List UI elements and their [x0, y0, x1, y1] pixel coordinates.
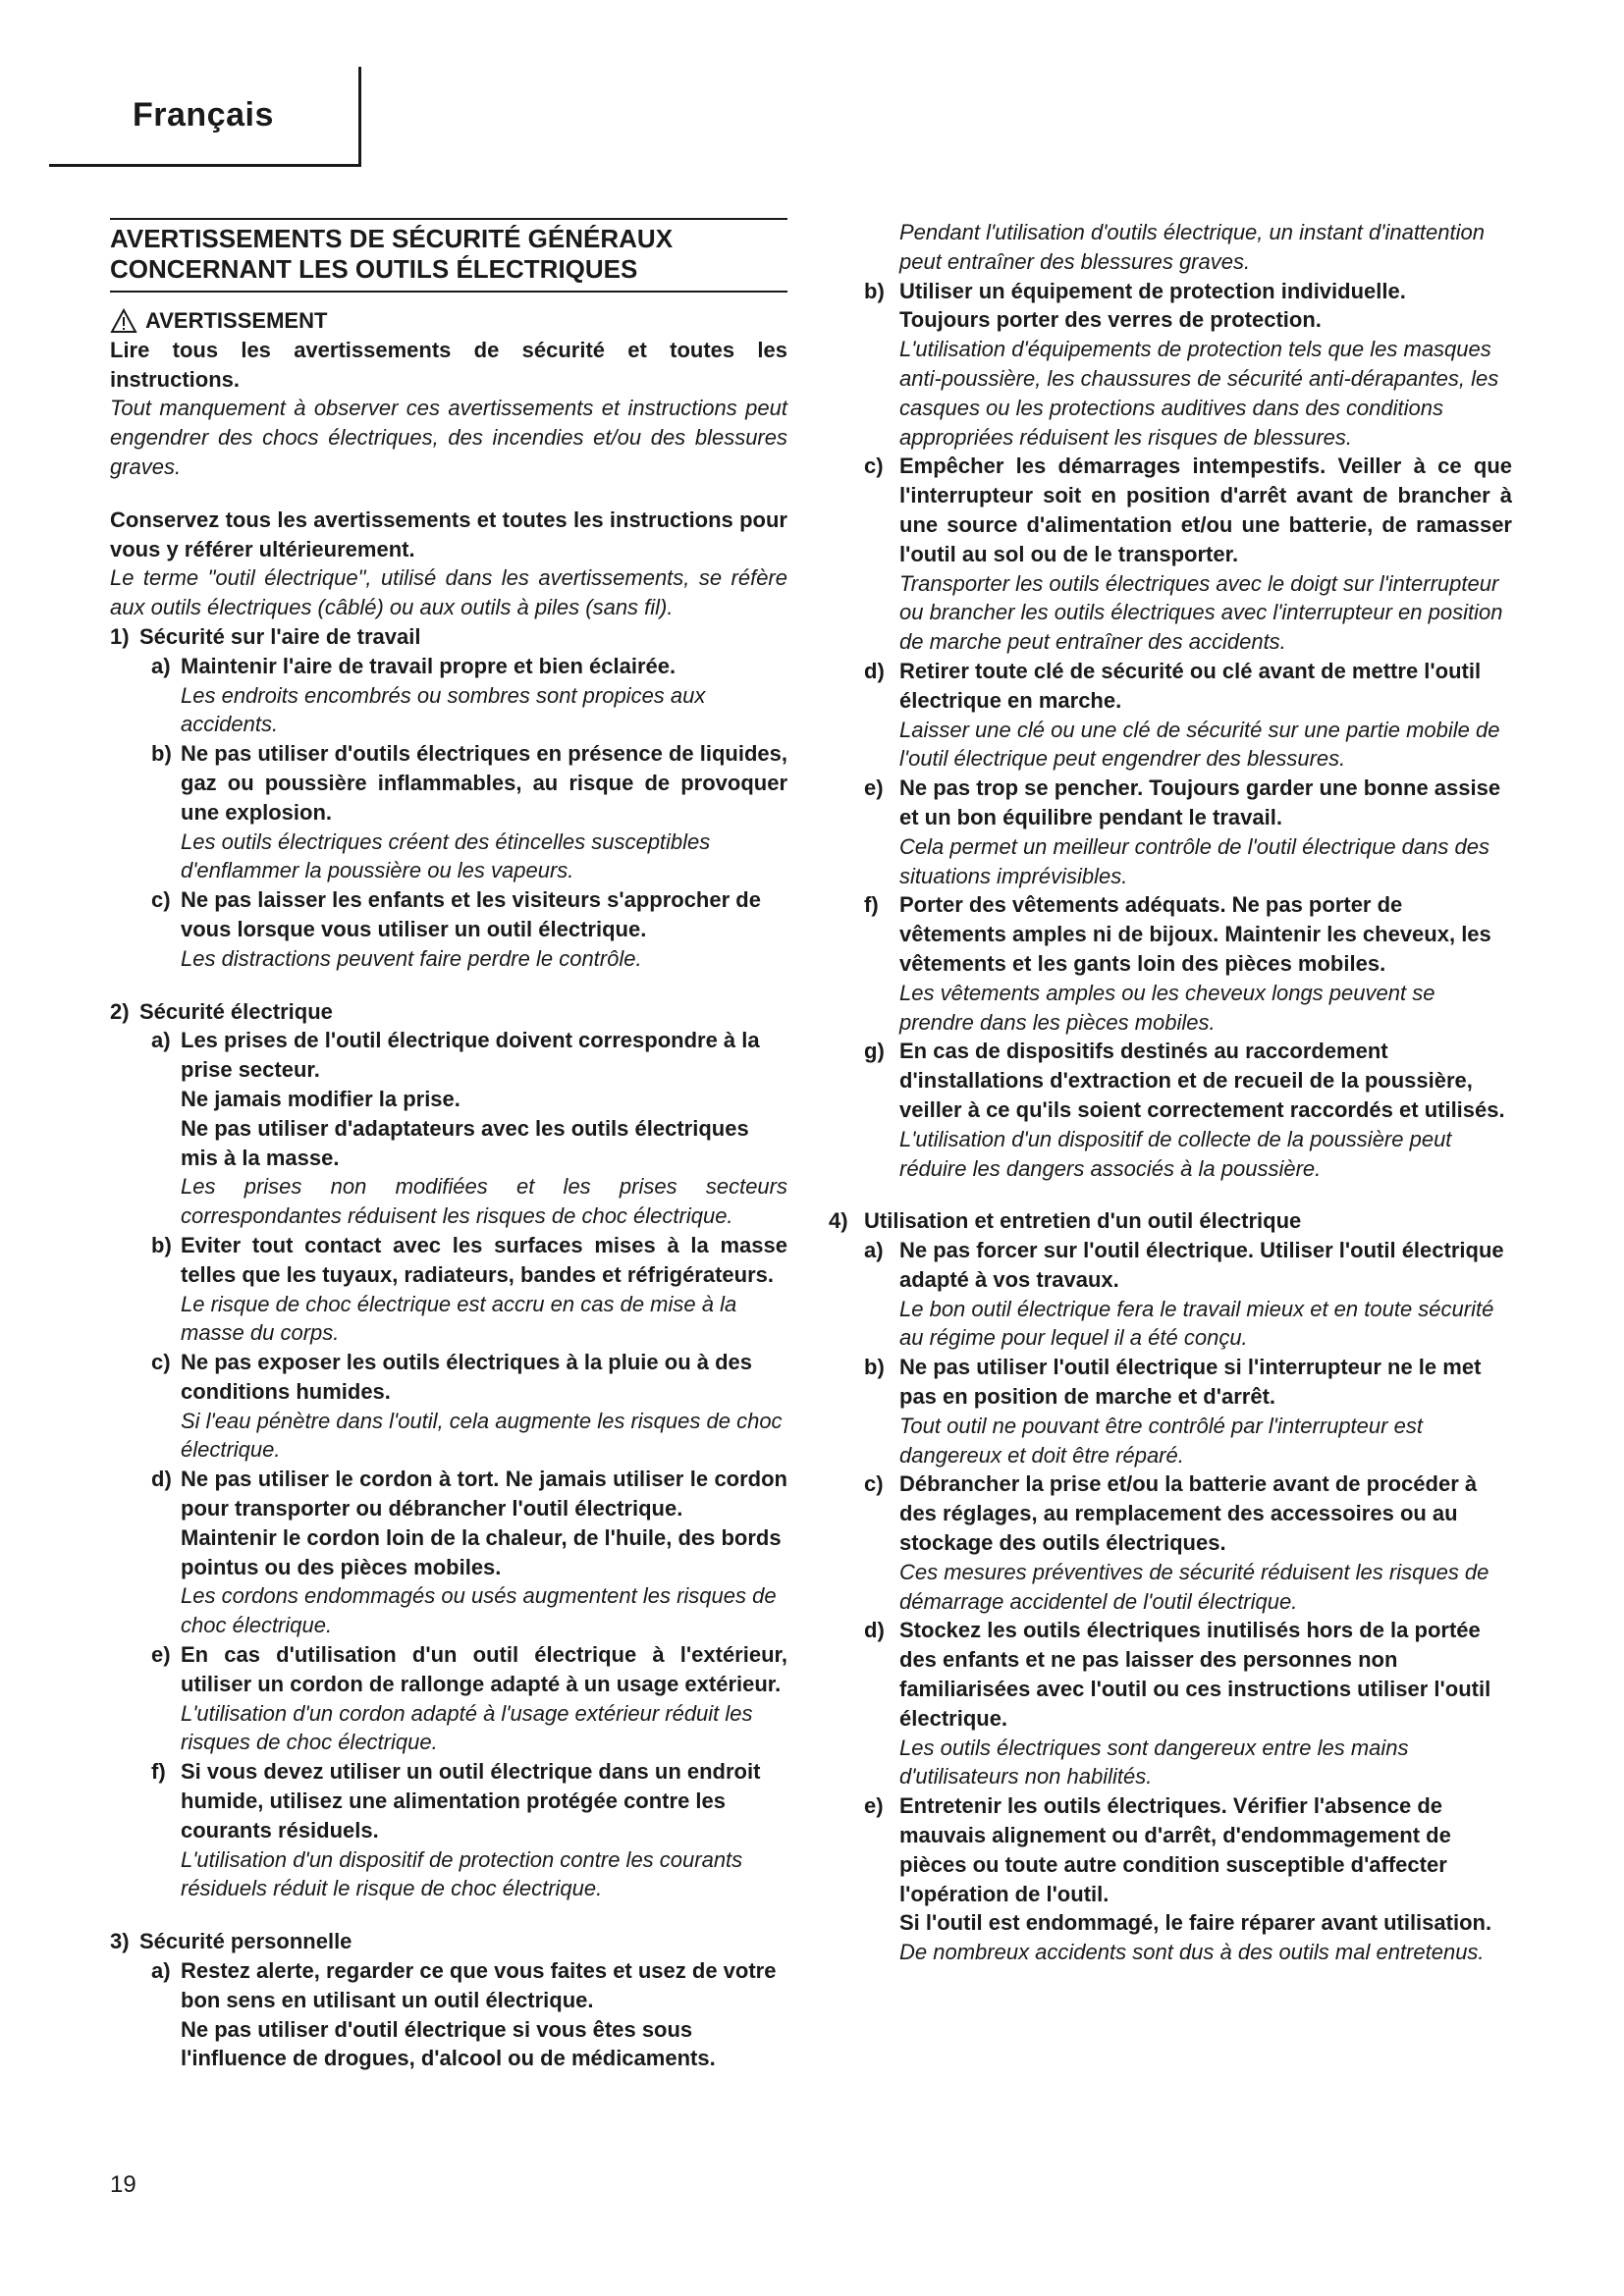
list-item: g) En cas de dispositifs destinés au raccordement d'installations d'extraction et de recueil de la poussière, veiller à ce qu'ils soient correctement raccordés et utilisés. L'utilisation d'un dispositif de collecte de la poussière peut réduire les dangers associés à la poussière. [864, 1039, 1505, 1181]
language-title: Français [133, 96, 274, 133]
warning-header [110, 306, 787, 336]
list-item: b) Ne pas utiliser l'outil électrique si l'interrupteur ne le met pas en position de marche et d'arrêt. Tout outil ne pouvant être contrôlé par l'interrupteur est dangereux et doit être réparé. [864, 1355, 1482, 1468]
continued-italic: Pendant l'utilisation d'outils électrique, un instant d'inattention peut entraîner des blessures graves. [899, 220, 1485, 274]
warning-triangle-icon [110, 308, 137, 334]
list-item: e) Ne pas trop se pencher. Toujours garder une bonne assise et un bon équilibre pendant le travail. Cela permet un meilleur contrôle de l'outil électrique dans des situations imprévisibles. [864, 775, 1501, 888]
list-item: d) Stockez les outils électriques inutilisés hors de la portée des enfants et ne pas laisser des personnes non familiarisées avec l'outil ou ces instructions utiliser l'outil électrique. Les outils électriques sont dangereux entre les mains d'utilisateurs non habilités. [864, 1618, 1491, 1789]
warning-label: AVERTISSEMENT [145, 308, 328, 333]
intro-italic: Tout manquement à observer ces avertissements et instructions peut engendrer des chocs électriques, des incendies et/ou des blessures graves. [110, 396, 787, 479]
list-item: e) Entretenir les outils électriques. Vérifier l'absence de mauvais alignement ou d'arrêt, d'endommagement de pièces ou toute autre condition susceptible d'affecter l'opération de l'outil. Si l'outil est endommagé, le faire réparer avant utilisation. De nombreux accidents sont dus à des outils mal entretenus. [864, 1793, 1492, 1965]
list-item: a) Les prises de l'outil électrique doivent correspondre à la prise secteur. Ne jamais modifier la prise. Ne pas utiliser d'adaptateurs avec les outils électriques mis à la masse. Les prises non modifiées et les prises secteurs correspondantes réduisent les risques de choc électrique. [151, 1028, 787, 1229]
list-item: a) Restez alerte, regarder ce que vous faites et usez de votre bon sens en utilisant un outil électrique. Ne pas utiliser d'outil électrique si vous êtes sous l'influence de drogues, d'alcool ou de médicaments. [151, 1958, 777, 2071]
list-item: c) Empêcher les démarrages intempestifs. Veiller à ce que l'interrupteur soit en position d'arrêt avant de brancher à une source d'alimentation et/ou une batterie, de ramasser l'outil au sol ou de le transporter. Transporter les outils électriques avec le doigt sur l'interrupteur ou brancher les outils électriques avec l'interrupteur en position de marche peut entraîner des accidents. [864, 454, 1512, 655]
list-item: b) Utiliser un équipement de protection individuelle. Toujours porter des verres de protection. L'utilisation d'équipements de protection tels que les masques anti-poussière, les chaussures de sécurité anti-dérapantes, les casques ou les protections auditives dans des conditions appropriées réduisent les risques de blessures. [864, 278, 1499, 450]
list-item: b) Eviter tout contact avec les surfaces mises à la masse telles que les tuyaux, radiateurs, bandes et réfrigérateurs. Le risque de choc électrique est accru en cas de mise à la masse du corps. [151, 1232, 787, 1346]
list-item: f) Si vous devez utiliser un outil électrique dans un endroit humide, utilisez une alimentation protégée contre les courants résiduels. L'utilisation d'un dispositif de protection contre les courants résiduels réduit le risque de choc électrique. [151, 1759, 761, 1901]
list-item: b) Ne pas utiliser d'outils électriques en présence de liquides, gaz ou poussière inflammables, au risque de provoquer une explosion. Les outils électriques créent des étincelles susceptibles d'enflammer la poussière ou les vapeurs. [151, 741, 787, 883]
list-item: d) Retirer toute clé de sécurité ou clé avant de mettre l'outil électrique en marche. Laisser une clé ou une clé de sécurité sur une partie mobile de l'outil électrique peut engendrer des blessures. [864, 658, 1500, 772]
right-column [829, 218, 1512, 1967]
keep-instructions: Conservez tous les avertissements et toutes les instructions pour vous y référer ultérieurement. [110, 507, 787, 561]
list-item: a) Ne pas forcer sur l'outil électrique. Utiliser l'outil électrique adapté à vos travaux. Le bon outil électrique fera le travail mieux et en toute sécurité au régime pour lequel il a été conçu. [864, 1238, 1504, 1351]
intro-bold: Lire tous les avertissements de sécurité et toutes les instructions. [110, 337, 787, 392]
term-definition: Le terme "outil électrique", utilisé dans les avertissements, se réfère aux outils électriques (câblé) ou aux outils à piles (sans fil). [110, 565, 787, 620]
section-3-title: 3) Sécurité personnelle [110, 1929, 352, 1954]
list-item: a) Maintenir l'aire de travail propre et bien éclairée. Les endroits encombrés ou sombres sont propices aux accidents. [151, 653, 706, 737]
left-column [110, 218, 787, 2073]
section-2-title: 2) Sécurité électrique [110, 998, 333, 1024]
list-item: e) En cas d'utilisation d'un outil électrique à l'extérieur, utiliser un cordon de rallonge adapté à un usage extérieur. L'utilisation d'un cordon adapté à l'usage extérieur réduit les risques de choc électrique. [151, 1642, 787, 1755]
section-heading: AVERTISSEMENTS DE SÉCURITÉ GÉNÉRAUX CONCERNANT LES OUTILS ÉLECTRIQUES [110, 218, 787, 293]
list-item: c) Ne pas exposer les outils électriques à la pluie ou à des conditions humides. Si l'eau pénètre dans l'outil, cela augmente les risques de choc électrique. [151, 1350, 783, 1463]
list-item: d) Ne pas utiliser le cordon à tort. Ne jamais utiliser le cordon pour transporter ou débrancher l'outil électrique. Maintenir le cordon loin de la chaleur, de l'huile, des bords pointus ou des pièces mobiles. Les cordons endommagés ou usés augmentent les risques de choc électrique. [151, 1467, 787, 1638]
section-4-title: 4) Utilisation et entretien d'un outil électrique [829, 1208, 1302, 1234]
section-1-title: 1) Sécurité sur l'aire de travail [110, 623, 421, 649]
page-number: 19 [110, 2171, 136, 2198]
list-item: c) Débrancher la prise et/ou la batterie avant de procéder à des réglages, au remplacement des accessoires ou au stockage des outils électriques. Ces mesures préventives de sécurité réduisent les risques de démarrage accidentel de l'outil électrique. [864, 1471, 1489, 1614]
list-item: c) Ne pas laisser les enfants et les visiteurs s'approcher de vous lorsque vous utiliser un outil électrique. Les distractions peuvent faire perdre le contrôle. [151, 887, 761, 971]
list-item: f) Porter des vêtements adéquats. Ne pas porter de vêtements amples ni de bijoux. Maintenir les cheveux, les vêtements et les gants loin des pièces mobiles. Les vêtements amples ou les cheveux longs peuvent se prendre dans les pièces mobiles. [864, 892, 1491, 1035]
